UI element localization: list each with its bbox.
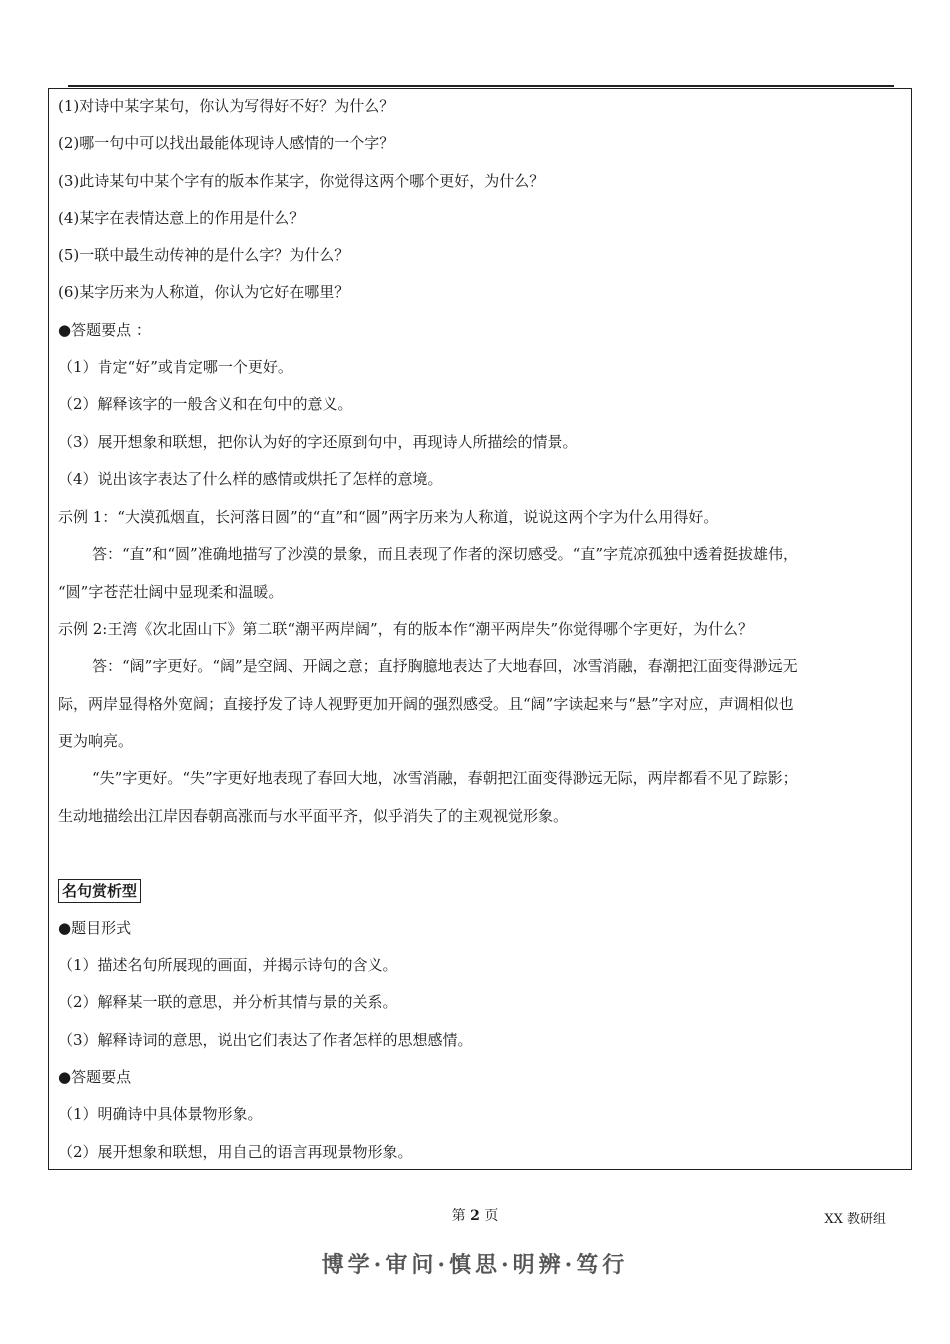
form-item: （2）解释某一联的意思，并分析其情与景的关系。 bbox=[58, 993, 398, 1011]
form-heading: ●题目形式 bbox=[58, 919, 132, 937]
question-line: (3)此诗某句中某个字有的版本作某字，你觉得这两个哪个更好，为什么？ bbox=[58, 172, 545, 190]
example-2-alt-answer: 生动地描绘出江岸因春朝高涨而与水平面平齐，似乎消失了的主观视觉形象。 bbox=[58, 807, 569, 825]
answer-point: （2）展开想象和联想，用自己的语言再现景物形象。 bbox=[58, 1143, 413, 1161]
answer-points-heading: ●答题要点 ： bbox=[58, 321, 151, 339]
form-item: （1）描述名句所展现的画面，并揭示诗句的含义。 bbox=[58, 956, 398, 974]
example-1-answer: “圆”字苍茫壮阔中显现柔和温暖。 bbox=[58, 583, 284, 601]
answer-point: （1）明确诗中具体景物形象。 bbox=[58, 1105, 263, 1123]
answer-point: （4）说出该字表达了什么样的感情或烘托了怎样的意境。 bbox=[58, 470, 443, 488]
example-2-alt-answer: “失”字更好。“失”字更好地表现了春回大地，冰雪消融，春朝把江面变得渺远无际，两岸都看不见了踪影； bbox=[92, 769, 798, 787]
example-2-answer: 更为响亮。 bbox=[58, 732, 134, 750]
page-suffix: 页 bbox=[484, 1208, 499, 1224]
example-2: 示例 2:王湾《次北固山下》第二联“潮平两岸阔”，有的版本作“潮平两岸失”你觉得哪个字更好，为什么？ bbox=[58, 620, 754, 638]
header-rule bbox=[68, 85, 894, 87]
answer-point: （3）展开想象和联想，把你认为好的字还原到句中，再现诗人所描绘的情景。 bbox=[58, 433, 578, 451]
question-line: (4)某字在表情达意上的作用是什么？ bbox=[58, 209, 305, 227]
page-prefix: 第 bbox=[451, 1208, 466, 1224]
page-number-value: 2 bbox=[470, 1208, 480, 1224]
group-label: XX 教研组 bbox=[824, 1212, 886, 1227]
example-2-answer: 答：“阔”字更好。“阔”是空阔、开阔之意；直抒胸臆地表达了大地春回，冰雪消融，春潮把江面变得渺远无 bbox=[92, 657, 798, 675]
form-item: （3）解释诗词的意思，说出它们表达了作者怎样的思想感情。 bbox=[58, 1031, 473, 1049]
question-line: (5)一联中最生动传神的是什么字？为什么？ bbox=[58, 246, 350, 264]
question-line: (2)哪一句中可以找出最能体现诗人感情的一个字？ bbox=[58, 134, 395, 152]
motto: 博学·审问·慎思·明辨·笃行 bbox=[321, 1252, 629, 1278]
answer-point: （2）解释该字的一般含义和在句中的意义。 bbox=[58, 395, 353, 413]
answer-points-heading: ●答题要点 bbox=[58, 1068, 132, 1086]
section-heading: 名句赏析型 bbox=[58, 879, 141, 903]
question-line: (1)对诗中某字某句，你认为写得好不好？为什么？ bbox=[58, 97, 395, 115]
example-1-answer: 答：“直”和“圆”准确地描写了沙漠的景象，而且表现了作者的深切感受。“直”字荒凉孤独中透着挺拔雄伟， bbox=[92, 545, 799, 563]
answer-point: （1）肯定“好”或肯定哪一个更好。 bbox=[58, 358, 293, 376]
example-2-answer: 际，两岸显得格外宽阔；直接抒发了诗人视野更加开阔的强烈感受。且“阔”字读起来与“悬”字对应，声调相似也 bbox=[58, 695, 794, 713]
question-line: (6)某字历来为人称道，你认为它好在哪里？ bbox=[58, 283, 350, 301]
example-1: 示例 1：“大漠孤烟直，长河落日圆”的“直”和“圆”两字历来为人称道，说说这两个字为什么用得好。 bbox=[58, 508, 719, 526]
page-number bbox=[0, 1205, 950, 1225]
